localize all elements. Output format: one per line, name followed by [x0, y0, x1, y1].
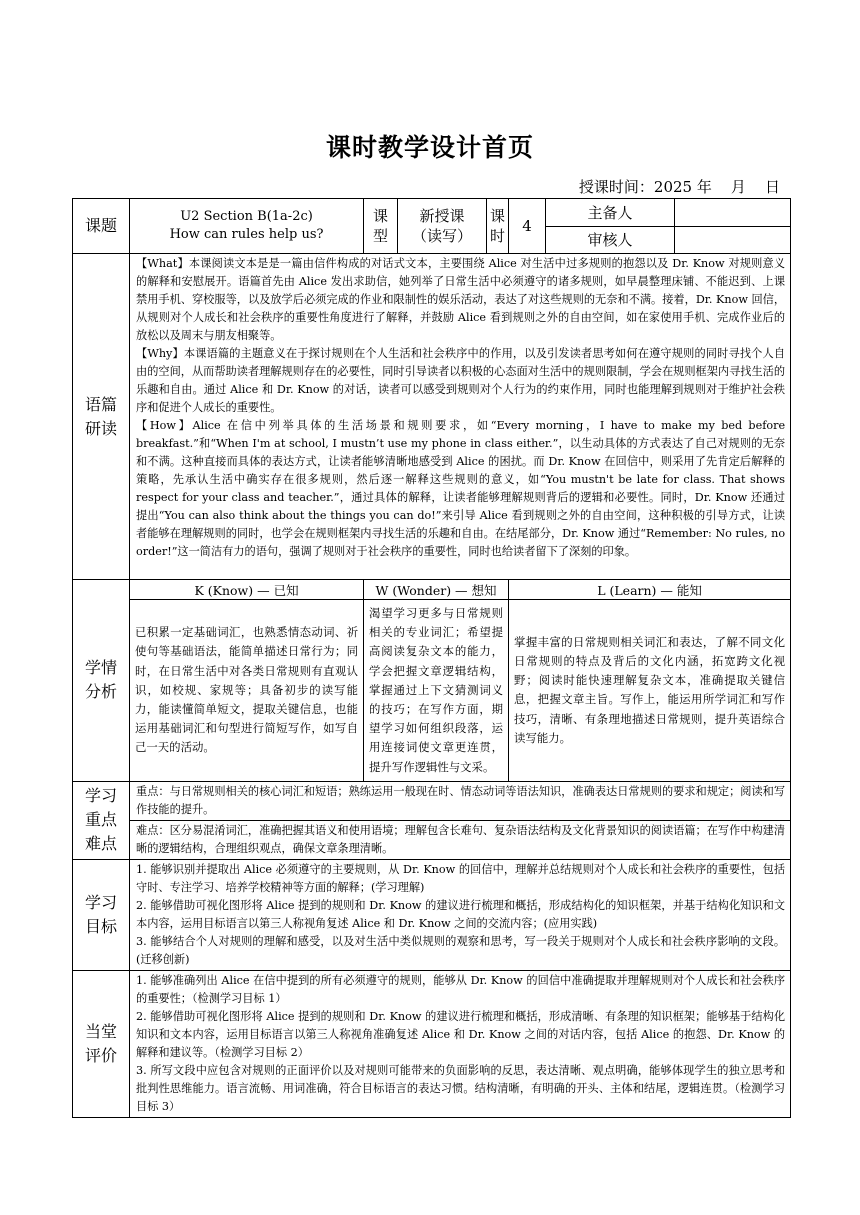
period-label-1: 课 — [490, 207, 506, 225]
period-label — [487, 199, 509, 254]
preparer-label: 主备人 — [546, 199, 675, 227]
topic-line-1: U2 Section B(1a-2c) — [180, 209, 313, 224]
learning-label-1: 学情 — [84, 658, 117, 678]
kwl-know-cell — [130, 600, 364, 782]
kwl-wonder-cell — [364, 600, 509, 782]
type-label-2: 型 — [373, 227, 389, 245]
topic-label: 课题 — [73, 199, 130, 254]
page-title: 课时教学设计首页 — [325, 133, 534, 162]
type-label — [364, 199, 398, 254]
type-value-2: （读写） — [412, 227, 473, 245]
key-points-label-1: 学习 — [84, 786, 117, 806]
reviewer-label: 审核人 — [546, 227, 675, 254]
date-line: 授课时间：2025 年 月 日 — [578, 178, 780, 196]
period-label-2: 时 — [490, 227, 506, 245]
objective-item: 1. 能够识别并提取出 Alice 必须遵守的主要规则，从 Dr. Know 的回信中，理解并总结规则对个人成长和社会秩序的重要性，包括守时、专注学习、培养学校精神等方面的解释；(学习理解) — [136, 862, 786, 894]
objectives-content — [130, 859, 791, 970]
objectives-label — [73, 859, 130, 970]
objective-item: 3. 能够结合个人对规则的理解和感受，以及对生活中类似规则的观察和思考，写一段关于规则对个人成长和社会秩序影响的文段。(迁移创新) — [136, 934, 786, 966]
evaluation-label-2: 评价 — [84, 1045, 117, 1065]
kwl-wonder-header: W (Wonder) — 想知 — [364, 580, 509, 600]
evaluation-item: 2. 能够借助可视化图形将 Alice 提到的规则和 Dr. Know 的建议进行梳理和概括，形成清晰、有条理的知识框架；能够基于结构化知识和文本内容，运用目标语言以第三人称视角准确复述 Alice 和 Dr. Know 之间的对话内容，包括 Alice 的抱怨、Dr. Know 的解释和建议等。（检测学习目标 2） — [136, 1009, 786, 1059]
text-study-how: 【How】Alice 在信中列举具体的生活场景和规则要求，如“Every morning，I have to make my bed before breakfast.”和“When I'm at school, I mustn’t use my phone in class either.”，以生动具体的方式表达了自己对规则的无奈和不满。这种直接而具体的表达方式，让读者能够清晰地感受到 Alice 的困扰。而 Dr. Know 在回信中，则采用了先肯定后解释的策略，先承认生活中确实存在很多规则，然后逐一解释这些规则的意义，如“You mustn't be late for class. That shows respect for your class and teacher.”，通过具体的解释，让读者能够理解规则背后的逻辑和必要性。同时，Dr. Know 还通过提出“You can also think about the things you can do!”来引导 Alice 看到规则之外的自由空间，这种积极的引导方式，让读者能够在理解规则的同时，也学会在规则框架内寻找生活的乐趣和自由。在结尾部分，Dr. Know 通过“Remember: No rules, no order!”这一简洁有力的语句，强调了规则对于社会秩序的重要性，同时也给读者留下了深刻的印象。 — [136, 419, 786, 558]
preparer-value[interactable] — [675, 199, 791, 227]
objectives-label-1: 学习 — [84, 892, 117, 912]
type-value-1: 新授课 — [419, 207, 465, 225]
evaluation-item: 1. 能够准确列出 Alice 在信中提到的所有必须遵守的规则，能够从 Dr. Know 的回信中准确提取并理解规则对个人成长和社会秩序的重要性；（检测学习目标 1） — [136, 973, 786, 1005]
kwl-know-text: 已积累一定基础词汇，也熟悉情态动词、祈使句等基础语法，能简单描述日常行为；同时，在日常生活中对各类日常规则有直观认识，如校规、家规等；具备初步的读写能力，能读懂简单短文，提取关键信息，也能运用基础词汇和句型进行简短写作，如写自己一天的活动。 — [135, 625, 359, 755]
text-study-label-1: 语篇 — [84, 394, 117, 414]
kwl-know-header: K (Know) — 已知 — [130, 580, 364, 600]
text-study-what: 【What】本课阅读文本是是一篇由信件构成的对话式文本，主要围绕 Alice 对生活中过多规则的抱怨以及 Dr. Know 对规则意义的解释和安慰展开。语篇首先由 Alice 发出求助信，她列举了日常生活中必须遵守的诸多规则，如早晨整理床铺、不能迟到、上课禁用手机、穿校服等，以及放学后必须完成的作业和限制性的娱乐活动，表达了对这些规则的无奈和不满。接着，Dr. Know 回信，从规则对个人成长和社会秩序的重要性角度进行了解释，并鼓励 Alice 看到规则之外的自由空间，如在家使用手机、完成作业后的放松以及周末与朋友相聚等。 — [136, 257, 786, 342]
kwl-learn-text: 掌握丰富的日常规则相关词汇和表达，了解不同文化日常规则的特点及背后的文化内涵，拓宽跨文化视野；阅读时能快速理解复杂文本，准确提取关键信息，把握文章主旨。写作上，能运用所学词汇和写作技巧，清晰、有条理地描述日常规则，提升英语综合读写能力。 — [514, 634, 786, 745]
key-focus: 重点：与日常规则相关的核心词汇和短语；熟练运用一般现在时、情态动词等语法知识，准确表达日常规则的要求和规定；阅读和写作技能的提升。 — [130, 781, 791, 820]
period-value: 4 — [509, 199, 546, 254]
evaluation-label — [73, 970, 130, 1117]
lesson-plan-table — [72, 198, 791, 1118]
evaluation-item: 3. 所写文段中应包含对规则的正面评价以及对规则可能带来的负面影响的反思，表达清晰、观点明确，能够体现学生的独立思考和批判性思维能力。语言流畅、用词准确，符合目标语言的表达习惯。结构清晰，有明确的开头、主体和结尾，逻辑连贯。（检测学习目标 3） — [136, 1063, 786, 1113]
evaluation-label-1: 当堂 — [84, 1021, 117, 1041]
type-value — [398, 199, 487, 254]
kwl-learn-cell — [509, 600, 791, 782]
text-study-label-2: 研读 — [84, 418, 117, 438]
objective-item: 2. 能够借助可视化图形将 Alice 提到的规则和 Dr. Know 的建议进行梳理和概括，形成结构化的知识框架，并基于结构化知识和文本内容，运用目标语言以第三人称视角复述 Alice 和 Dr. Know 之间的交流内容；(应用实践) — [136, 898, 786, 930]
topic-cell — [130, 199, 364, 254]
evaluation-content — [130, 970, 791, 1117]
key-points-label-3: 难点 — [84, 834, 117, 854]
text-study-why: 【Why】本课语篇的主题意义在于探讨规则在个人生活和社会秩序中的作用，以及引发读者思考如何在遵守规则的同时寻找个人自由的空间，从而帮助读者理解规则存在的必要性，同时引导读者以积极的心态面对生活中的规则限制，学会在规则框架内寻找生活的乐趣和自由。通过 Alice 和 Dr. Know 的对话，读者可以感受到规则对个人行为的约束作用，同时也能理解到规则对于维护社会秩序和促进个人成长的重要性。 — [136, 347, 786, 414]
text-study-label — [73, 254, 130, 580]
learning-label-2: 分析 — [84, 682, 117, 702]
reviewer-value[interactable] — [675, 227, 791, 254]
kwl-learn-header: L (Learn) — 能知 — [509, 580, 791, 600]
kwl-wonder-text: 渴望学习更多与日常规则相关的专业词汇；希望提高阅读复杂文本的能力，学会把握文章逻辑结构，掌握通过上下文猜测词义的技巧；在写作方面，期望学习如何组织段落，运用连接词使文章更连贯，提升写作逻辑性与文采。 — [369, 606, 504, 774]
key-points-label — [73, 781, 130, 859]
type-label-1: 课 — [373, 207, 389, 225]
objectives-label-2: 目标 — [84, 916, 117, 936]
learning-analysis-label — [73, 580, 130, 782]
topic-line-2: How can rules help us? — [169, 227, 324, 242]
text-study-content — [130, 254, 791, 580]
key-points-label-2: 重点 — [84, 810, 117, 830]
key-difficulty: 难点：区分易混淆词汇，准确把握其语义和使用语境；理解包含长难句、复杂语法结构及文化背景知识的阅读语篇；在写作中构建清晰的逻辑结构，合理组织观点，确保文章条理清晰。 — [130, 820, 791, 859]
